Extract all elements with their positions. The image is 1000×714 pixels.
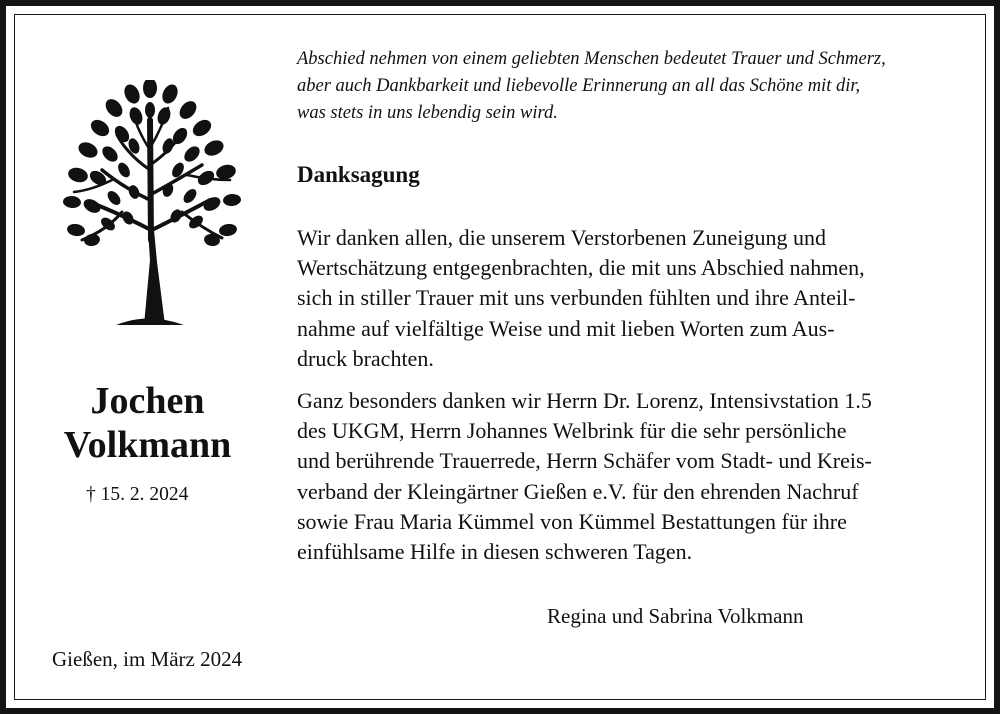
paragraph-line: nahme auf vielfältige Weise und mit lieben Worten zum Aus- bbox=[297, 315, 835, 341]
signature: Regina und Sabrina Volkmann bbox=[547, 604, 804, 628]
paragraph-line: Ganz besonders danken wir Herrn Dr. Lorenz, Intensivstation 1.5 bbox=[297, 388, 872, 413]
quote-line: was stets in uns lebendig sein wird. bbox=[297, 103, 558, 123]
paragraph-line: und berührende Trauerrede, Herrn Schäfer vom Stadt- und Kreis- bbox=[297, 448, 872, 474]
quote-line: aber auch Dankbarkeit und liebevolle Erinnerung an all das Schöne mit dir, bbox=[297, 76, 861, 96]
tree-icon bbox=[62, 80, 242, 325]
paragraph-line: Wertschätzung entgegenbrachten, die mit uns Abschied nahmen, bbox=[297, 255, 865, 281]
paragraph-line: des UKGM, Herrn Johannes Welbrink für die sehr persönliche bbox=[297, 418, 847, 444]
deceased-first-name: Jochen bbox=[90, 380, 205, 422]
paragraph-line: sowie Frau Maria Kümmel von Kümmel Bestattungen für ihre bbox=[297, 508, 847, 534]
paragraph-line: einfühlsame Hilfe in diesen schweren Tagen. bbox=[297, 539, 693, 565]
paragraph-line: sich in stiller Trauer mit uns verbunden fühlten und ihre Anteil- bbox=[297, 285, 856, 311]
quote-line: Abschied nehmen von einem geliebten Menschen bedeutet Trauer und Schmerz, bbox=[297, 49, 886, 69]
deceased-last-name: Volkmann bbox=[63, 424, 232, 466]
paragraph-line: verband der Kleingärtner Gießen e.V. für den ehrenden Nachruf bbox=[297, 478, 859, 504]
heading-danksagung: Danksagung bbox=[297, 162, 420, 187]
thanks-paragraph-2 bbox=[297, 386, 967, 567]
death-date: † 15. 2. 2024 bbox=[86, 484, 189, 505]
paragraph-line: Wir danken allen, die unserem Verstorbenen Zuneigung und bbox=[297, 225, 826, 250]
paragraph-line: druck brachten. bbox=[297, 345, 434, 371]
memorial-quote bbox=[297, 46, 977, 127]
place-and-date: Gießen, im März 2024 bbox=[52, 647, 243, 671]
thanks-paragraph-1 bbox=[297, 223, 967, 374]
